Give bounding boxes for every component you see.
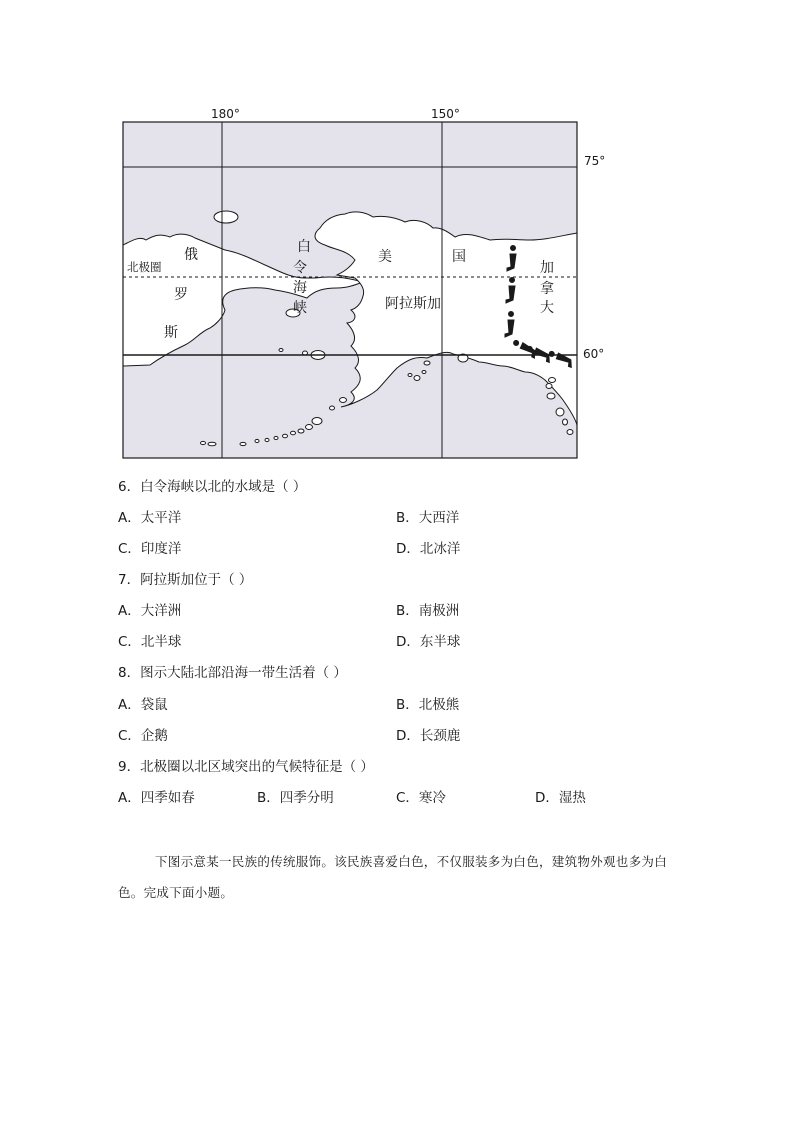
russia-label-2: 罗 — [174, 287, 188, 303]
latitude-label-75: 75° — [584, 154, 606, 168]
bering-label-1: 白 — [297, 239, 311, 255]
canada-label-3: 大 — [540, 300, 554, 316]
question-stem: 8．图示大陆北部沿海一带生活着（ ） — [118, 665, 347, 681]
arctic-circle-label: 北极圈 — [127, 260, 162, 274]
option-c: C．寒冷 — [396, 790, 446, 806]
longitude-label-150: 150° — [431, 107, 460, 121]
question-stem: 6．白令海峡以北的水域是（ ） — [118, 479, 307, 495]
option-a: A．太平洋 — [118, 510, 182, 526]
option-c: C．北半球 — [118, 634, 182, 650]
passage-text: 下图示意某一民族的传统服饰。该民族喜爱白色，不仅服装多为白色，建筑物外观也多为白色。完成下面小题。 — [118, 854, 668, 900]
option-c: C．印度洋 — [118, 541, 182, 557]
option-d: D．长颈鹿 — [396, 728, 461, 744]
option-b: B．南极洲 — [396, 603, 460, 619]
option-b: B．大西洋 — [396, 510, 460, 526]
latitude-label-60: 60° — [583, 347, 605, 361]
usa-label-2: 国 — [452, 249, 466, 265]
bering-label-2: 令 — [293, 260, 307, 276]
bering-label-3: 海 — [293, 280, 307, 296]
bering-strait-map — [115, 100, 615, 465]
canada-label-2: 拿 — [540, 281, 554, 297]
option-b: B．北极熊 — [396, 697, 460, 713]
option-c: C．企鹅 — [118, 728, 168, 744]
alaska-label: 阿拉斯加 — [385, 296, 441, 312]
russia-label-3: 斯 — [164, 325, 178, 341]
option-a: A．袋鼠 — [118, 697, 168, 713]
question-stem: 9．北极圈以北区域突出的气候特征是（ ） — [118, 759, 374, 775]
reading-passage — [118, 846, 688, 908]
option-b: B．四季分明 — [257, 790, 334, 806]
canada-label-1: 加 — [540, 260, 554, 276]
option-a: A．大洋洲 — [118, 603, 182, 619]
usa-label-1: 美 — [378, 249, 392, 265]
option-d: D．东半球 — [396, 634, 461, 650]
option-a: A．四季如春 — [118, 790, 195, 806]
option-d: D．北冰洋 — [396, 541, 461, 557]
option-d: D．湿热 — [535, 790, 586, 806]
longitude-label-180: 180° — [211, 107, 240, 121]
russia-label-1: 俄 — [184, 247, 198, 263]
bering-label-4: 峡 — [293, 300, 307, 316]
question-stem: 7．阿拉斯加位于（ ） — [118, 572, 253, 588]
